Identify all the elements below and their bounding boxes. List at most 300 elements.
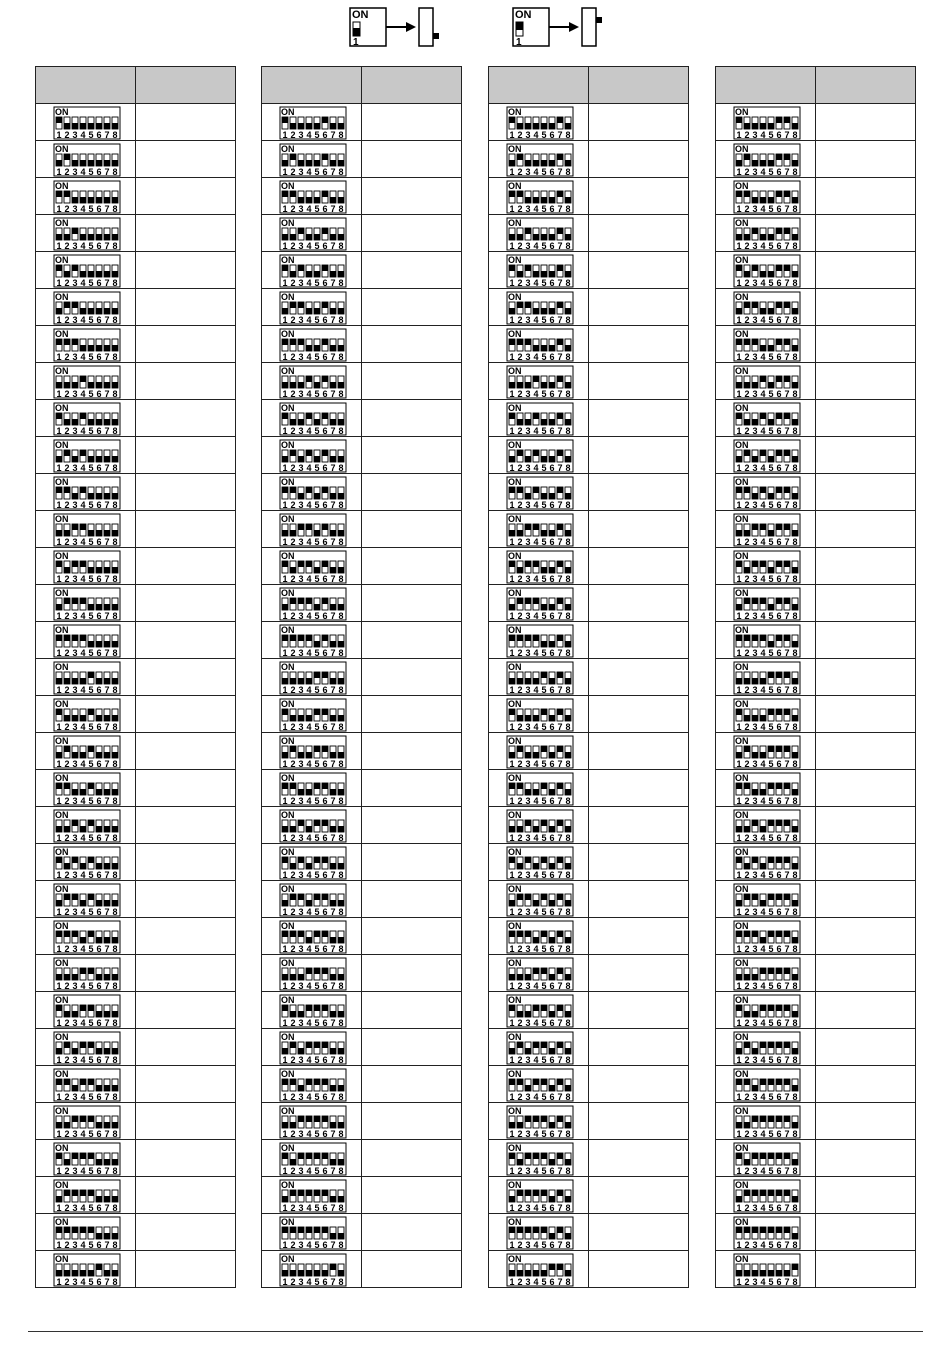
switch-cell — [489, 511, 589, 548]
dip-knob-on — [298, 1227, 304, 1233]
dip-knob-off — [96, 715, 102, 721]
dip-number-label: 5 — [88, 203, 94, 214]
dip-number-label: 6 — [549, 351, 555, 362]
dip-number-label: 4 — [80, 1017, 86, 1028]
dip-number-label: 6 — [322, 1165, 328, 1176]
dip-knob-off — [549, 271, 555, 277]
dip-knob-on — [736, 117, 742, 123]
dip-number-label: 4 — [533, 832, 539, 843]
dip-knob-on — [80, 1079, 86, 1085]
table-row — [716, 918, 916, 955]
dip-knob-off — [282, 974, 288, 980]
dip-number-label: 5 — [768, 1165, 774, 1176]
dip-knob-on — [768, 709, 774, 715]
dip-number-label: 4 — [533, 1239, 539, 1250]
dip-number-label: 2 — [744, 906, 750, 917]
dip-knob-off — [525, 1011, 531, 1017]
dip-number-label: 7 — [784, 203, 790, 214]
dip-number-label: 5 — [541, 758, 547, 769]
dip-switch-icon — [733, 217, 801, 251]
dip-number-label: 7 — [330, 425, 336, 436]
table-row — [489, 326, 689, 363]
dip-number-label: 7 — [784, 573, 790, 584]
switch-cell — [262, 1214, 362, 1251]
dip-knob-on — [776, 117, 782, 123]
dip-knob-on — [322, 746, 328, 752]
dip-number-label: 1 — [282, 499, 288, 510]
dip-knob-on — [760, 968, 766, 974]
dip-number-label: 2 — [64, 906, 70, 917]
dip-number-label: 7 — [104, 1017, 110, 1028]
dip-knob-on — [509, 339, 515, 345]
switch-cell — [716, 1066, 816, 1103]
dip-number-label: 1 — [509, 1054, 515, 1065]
dip-number-label: 7 — [330, 1091, 336, 1102]
dip-knob-off — [565, 345, 571, 351]
dip-number-label: 6 — [549, 129, 555, 140]
dip-on-label: ON — [508, 661, 522, 672]
dip-knob-off — [760, 789, 766, 795]
dip-number-label: 6 — [96, 906, 102, 917]
dip-number-label: 1 — [736, 610, 742, 621]
dip-number-label: 2 — [517, 573, 523, 584]
table-row — [36, 696, 236, 733]
dip-number-label: 6 — [549, 647, 555, 658]
dip-number-label: 5 — [768, 1239, 774, 1250]
dip-on-label: ON — [55, 1216, 69, 1227]
dip-knob-on — [298, 931, 304, 937]
dip-knob-on — [533, 376, 539, 382]
dip-number-label: 4 — [306, 869, 312, 880]
dip-on-label: ON — [508, 772, 522, 783]
dip-number-label: 8 — [565, 499, 571, 510]
dip-knob-off — [306, 345, 312, 351]
dip-on-label: ON — [735, 106, 749, 117]
dip-number-label: 5 — [314, 314, 320, 325]
dip-knob-on — [322, 672, 328, 678]
dip-knob-off — [96, 1159, 102, 1165]
dip-knob-off — [290, 1270, 296, 1276]
dip-knob-on — [784, 672, 790, 678]
dip-knob-on — [314, 1005, 320, 1011]
dip-number-label: 5 — [541, 277, 547, 288]
dip-knob-on — [64, 302, 70, 308]
table-row — [262, 881, 462, 918]
dip-knob-off — [104, 197, 110, 203]
dip-number-label: 6 — [322, 832, 328, 843]
dip-knob-on — [736, 487, 742, 493]
dip-number-label: 7 — [557, 1165, 563, 1176]
dip-number-label: 1 — [509, 647, 515, 658]
dip-number-label: 6 — [776, 240, 782, 251]
dip-knob-off — [565, 160, 571, 166]
address-cell — [136, 289, 236, 326]
dip-number-label: 6 — [96, 462, 102, 473]
dip-knob-on — [322, 968, 328, 974]
dip-knob-on — [768, 1227, 774, 1233]
dip-on-label: ON — [281, 994, 295, 1005]
dip-knob-off — [330, 456, 336, 462]
dip-number-label: 7 — [104, 314, 110, 325]
dip-knob-on — [72, 598, 78, 604]
dip-knob-off — [736, 456, 742, 462]
dip-knob-on — [557, 746, 563, 752]
dip-switch-icon — [53, 1105, 121, 1139]
dip-switch-icon — [733, 920, 801, 954]
switch-cell — [716, 733, 816, 770]
dip-number-label: 2 — [517, 166, 523, 177]
switch-cell — [489, 918, 589, 955]
dip-number-label: 5 — [768, 610, 774, 621]
dip-knob-on — [282, 783, 288, 789]
dip-knob-on — [322, 1190, 328, 1196]
dip-switch-icon — [279, 1179, 347, 1213]
dip-number-label: 8 — [338, 869, 344, 880]
dip-switch-icon — [279, 476, 347, 510]
switch-cell — [489, 733, 589, 770]
table-row — [36, 955, 236, 992]
dip-knob-off — [72, 678, 78, 684]
dip-knob-off — [533, 160, 539, 166]
dip-knob-off — [306, 1270, 312, 1276]
dip-number-label: 4 — [80, 166, 86, 177]
dip-knob-on — [525, 1227, 531, 1233]
dip-number-label: 3 — [525, 1054, 531, 1065]
dip-knob-off — [760, 197, 766, 203]
dip-on-label: ON — [508, 1179, 522, 1190]
dip-number-label: 3 — [72, 980, 78, 991]
dip-number-label: 7 — [784, 1202, 790, 1213]
dip-number-label: 7 — [557, 758, 563, 769]
dip-knob-off — [104, 1048, 110, 1054]
switch-cell — [262, 992, 362, 1029]
dip-switch-icon — [733, 106, 801, 140]
dip-knob-off — [96, 1122, 102, 1128]
dip-knob-on — [784, 376, 790, 382]
dip-on-label: ON — [281, 1105, 295, 1116]
dip-number-label: 2 — [517, 388, 523, 399]
address-cell — [136, 1029, 236, 1066]
dip-knob-on — [298, 598, 304, 604]
switch-cell — [489, 252, 589, 289]
dip-number-label: 2 — [744, 1276, 750, 1287]
table-row — [716, 770, 916, 807]
dip-number-label: 6 — [549, 573, 555, 584]
dip-number-label: 6 — [549, 758, 555, 769]
dip-knob-off — [88, 308, 94, 314]
dip-knob-off — [736, 678, 742, 684]
dip-knob-off — [338, 308, 344, 314]
dip-knob-on — [525, 265, 531, 271]
dip-number-label: 3 — [752, 832, 758, 843]
dip-knob-off — [88, 382, 94, 388]
dip-number-label: 4 — [306, 721, 312, 732]
dip-number-label: 5 — [88, 277, 94, 288]
dip-knob-off — [338, 530, 344, 536]
dip-knob-off — [541, 456, 547, 462]
address-cell — [136, 178, 236, 215]
switch-cell — [716, 289, 816, 326]
dip-switch-icon — [506, 328, 574, 362]
dip-number-label: 2 — [744, 462, 750, 473]
dip-knob-on — [768, 968, 774, 974]
dip-number-label: 4 — [760, 758, 766, 769]
dip-number-label: 4 — [80, 425, 86, 436]
switch-cell — [262, 955, 362, 992]
dip-number-label: 6 — [549, 832, 555, 843]
table-row — [489, 622, 689, 659]
dip-number-label: 5 — [541, 906, 547, 917]
dip-number-label: 4 — [760, 240, 766, 251]
dip-number-label: 5 — [88, 980, 94, 991]
dip-number-label: 5 — [768, 721, 774, 732]
table-row — [36, 289, 236, 326]
dip-number-label: 7 — [104, 721, 110, 732]
dip-number-label: 1 — [282, 1017, 288, 1028]
dip-number-label: 5 — [88, 351, 94, 362]
dip-knob-off — [792, 197, 798, 203]
dip-knob-off — [56, 1122, 62, 1128]
dip-number-label: 8 — [338, 647, 344, 658]
dip-number-label: 4 — [80, 684, 86, 695]
dip-number-label: 8 — [565, 1276, 571, 1287]
dip-knob-on — [314, 968, 320, 974]
dip-on-label: ON — [735, 846, 749, 857]
dip-knob-on — [736, 931, 742, 937]
dip-knob-on — [80, 968, 86, 974]
switch-cell — [262, 363, 362, 400]
dip-number-label: 5 — [314, 425, 320, 436]
dip-knob-off — [314, 271, 320, 277]
dip-number-label: 7 — [330, 758, 336, 769]
dip-number-label: 5 — [541, 1128, 547, 1139]
dip-knob-off — [112, 234, 118, 240]
dip-number-label: 5 — [541, 795, 547, 806]
dip-number-label: 1 — [736, 1202, 742, 1213]
switch-cell — [489, 1103, 589, 1140]
dip-number-label: 5 — [541, 1165, 547, 1176]
dip-switch-icon — [279, 661, 347, 695]
switch-cell — [489, 1177, 589, 1214]
dip-number-label: 8 — [792, 536, 798, 547]
dip-number-label: 6 — [322, 425, 328, 436]
dip-knob-on — [784, 1042, 790, 1048]
switch-cell — [262, 178, 362, 215]
dip-number-label: 2 — [517, 943, 523, 954]
dip-knob-off — [290, 123, 296, 129]
dip-on-label: ON — [735, 180, 749, 191]
dip-number-label: 5 — [88, 536, 94, 547]
dip-knob-off — [282, 826, 288, 832]
table-row — [716, 1066, 916, 1103]
dip-knob-off — [96, 752, 102, 758]
dip-number-label: 3 — [525, 314, 531, 325]
dip-number-label: 4 — [80, 869, 86, 880]
dip-knob-off — [104, 530, 110, 536]
dip-number-label: 1 — [736, 425, 742, 436]
dip-knob-off — [330, 1159, 336, 1165]
dip-number-label: 5 — [541, 499, 547, 510]
dip-number-label: 6 — [549, 166, 555, 177]
table-row — [489, 215, 689, 252]
dip-number-label: 4 — [533, 684, 539, 695]
dip-knob-on — [509, 487, 515, 493]
dip-knob-on — [736, 1227, 742, 1233]
dip-knob-off — [338, 937, 344, 943]
dip-knob-off — [306, 863, 312, 869]
dip-knob-on — [744, 598, 750, 604]
dip-knob-on — [282, 117, 288, 123]
dip-knob-on — [776, 1005, 782, 1011]
dip-number-label: 7 — [330, 1276, 336, 1287]
dip-knob-off — [64, 678, 70, 684]
dip-number-label: 1 — [56, 351, 62, 362]
dip-number-label: 6 — [322, 1276, 328, 1287]
dip-knob-off — [112, 863, 118, 869]
dip-knob-off — [565, 1159, 571, 1165]
dip-number-label: 5 — [88, 388, 94, 399]
dip-number-label: 1 — [509, 462, 515, 473]
dip-number-label: 4 — [760, 1276, 766, 1287]
dip-knob-off — [744, 826, 750, 832]
dip-number-label: 2 — [64, 610, 70, 621]
dip-knob-off — [525, 160, 531, 166]
dip-number-label: 7 — [104, 610, 110, 621]
dip-knob-off — [744, 419, 750, 425]
dip-number-label: 7 — [557, 573, 563, 584]
dip-on-label: ON — [281, 365, 295, 376]
table-row — [262, 918, 462, 955]
dip-number-label: 7 — [784, 943, 790, 954]
dip-number-label: 8 — [565, 203, 571, 214]
dip-knob-off — [72, 1270, 78, 1276]
dip-number-label: 4 — [760, 573, 766, 584]
dip-knob-on — [298, 524, 304, 530]
dip-number-label: 8 — [792, 1091, 798, 1102]
dip-knob-on — [290, 154, 296, 160]
dip-knob-off — [338, 641, 344, 647]
dip-knob-on — [736, 857, 742, 863]
dip-knob-on — [533, 450, 539, 456]
dip-number-label: 3 — [752, 462, 758, 473]
dip-knob-off — [525, 678, 531, 684]
legend-position-label: 1 — [516, 37, 522, 48]
dip-number-label: 5 — [768, 166, 774, 177]
dip-number-label: 8 — [338, 425, 344, 436]
dip-knob-off — [96, 123, 102, 129]
dip-knob-on — [298, 265, 304, 271]
address-cell — [136, 104, 236, 141]
dip-number-label: 7 — [104, 1054, 110, 1065]
dip-number-label: 7 — [557, 1202, 563, 1213]
dip-knob-off — [509, 1048, 515, 1054]
dip-knob-on — [88, 1190, 94, 1196]
dip-number-label: 4 — [533, 129, 539, 140]
switch-cell — [489, 992, 589, 1029]
dip-number-label: 5 — [314, 351, 320, 362]
dip-number-label: 6 — [322, 943, 328, 954]
dip-knob-off — [525, 1048, 531, 1054]
dip-knob-off — [517, 863, 523, 869]
dip-knob-off — [112, 419, 118, 425]
table-row — [36, 1251, 236, 1288]
dip-number-label: 4 — [760, 277, 766, 288]
dip-on-label: ON — [508, 920, 522, 931]
dip-knob-off — [282, 160, 288, 166]
dip-number-label: 5 — [768, 388, 774, 399]
dip-number-label: 6 — [96, 1276, 102, 1287]
switch-cell — [489, 585, 589, 622]
dip-knob-off — [792, 604, 798, 610]
address-cell — [589, 1177, 689, 1214]
dip-number-label: 2 — [290, 536, 296, 547]
dip-number-label: 1 — [509, 314, 515, 325]
dip-number-label: 4 — [80, 388, 86, 399]
switch-cell — [716, 326, 816, 363]
dip-knob-off — [517, 1011, 523, 1017]
dip-number-label: 8 — [792, 1128, 798, 1139]
dip-knob-off — [533, 1270, 539, 1276]
address-cell — [136, 696, 236, 733]
table-row — [716, 1140, 916, 1177]
dip-knob-off — [298, 1011, 304, 1017]
dip-knob-off — [104, 1085, 110, 1091]
dip-number-label: 2 — [744, 1054, 750, 1065]
dip-number-label: 5 — [314, 758, 320, 769]
dip-switch-icon — [279, 1216, 347, 1250]
dip-number-label: 3 — [72, 647, 78, 658]
dip-knob-off — [314, 1270, 320, 1276]
dip-number-label: 1 — [736, 351, 742, 362]
table-row — [489, 1029, 689, 1066]
address-cell — [589, 622, 689, 659]
dip-number-label: 8 — [338, 166, 344, 177]
dip-on-label: ON — [508, 735, 522, 746]
dip-number-label: 4 — [533, 795, 539, 806]
dip-switch-icon — [733, 1031, 801, 1065]
dip-number-label: 2 — [744, 795, 750, 806]
dip-knob-off — [338, 456, 344, 462]
dip-knob-off — [744, 271, 750, 277]
dip-number-label: 8 — [338, 1202, 344, 1213]
dip-number-label: 8 — [792, 573, 798, 584]
dip-number-label: 2 — [64, 388, 70, 399]
address-cell — [136, 659, 236, 696]
dip-knob-on — [760, 487, 766, 493]
dip-knob-on — [525, 931, 531, 937]
table-row — [489, 400, 689, 437]
dip-knob-off — [541, 419, 547, 425]
dip-number-label: 3 — [298, 425, 304, 436]
dip-knob-off — [298, 678, 304, 684]
switch-cell — [36, 1177, 136, 1214]
dip-number-label: 2 — [744, 1165, 750, 1176]
dip-knob-off — [565, 456, 571, 462]
dip-knob-off — [549, 604, 555, 610]
dip-number-label: 8 — [565, 721, 571, 732]
dip-number-label: 1 — [56, 684, 62, 695]
dip-knob-off — [104, 974, 110, 980]
dip-number-label: 4 — [306, 1165, 312, 1176]
dip-knob-off — [768, 567, 774, 573]
dip-knob-on — [776, 487, 782, 493]
dip-number-label: 8 — [112, 684, 118, 695]
dip-knob-off — [736, 308, 742, 314]
dip-number-label: 2 — [517, 536, 523, 547]
dip-number-label: 1 — [56, 1091, 62, 1102]
dip-knob-off — [104, 1159, 110, 1165]
dip-knob-on — [776, 302, 782, 308]
